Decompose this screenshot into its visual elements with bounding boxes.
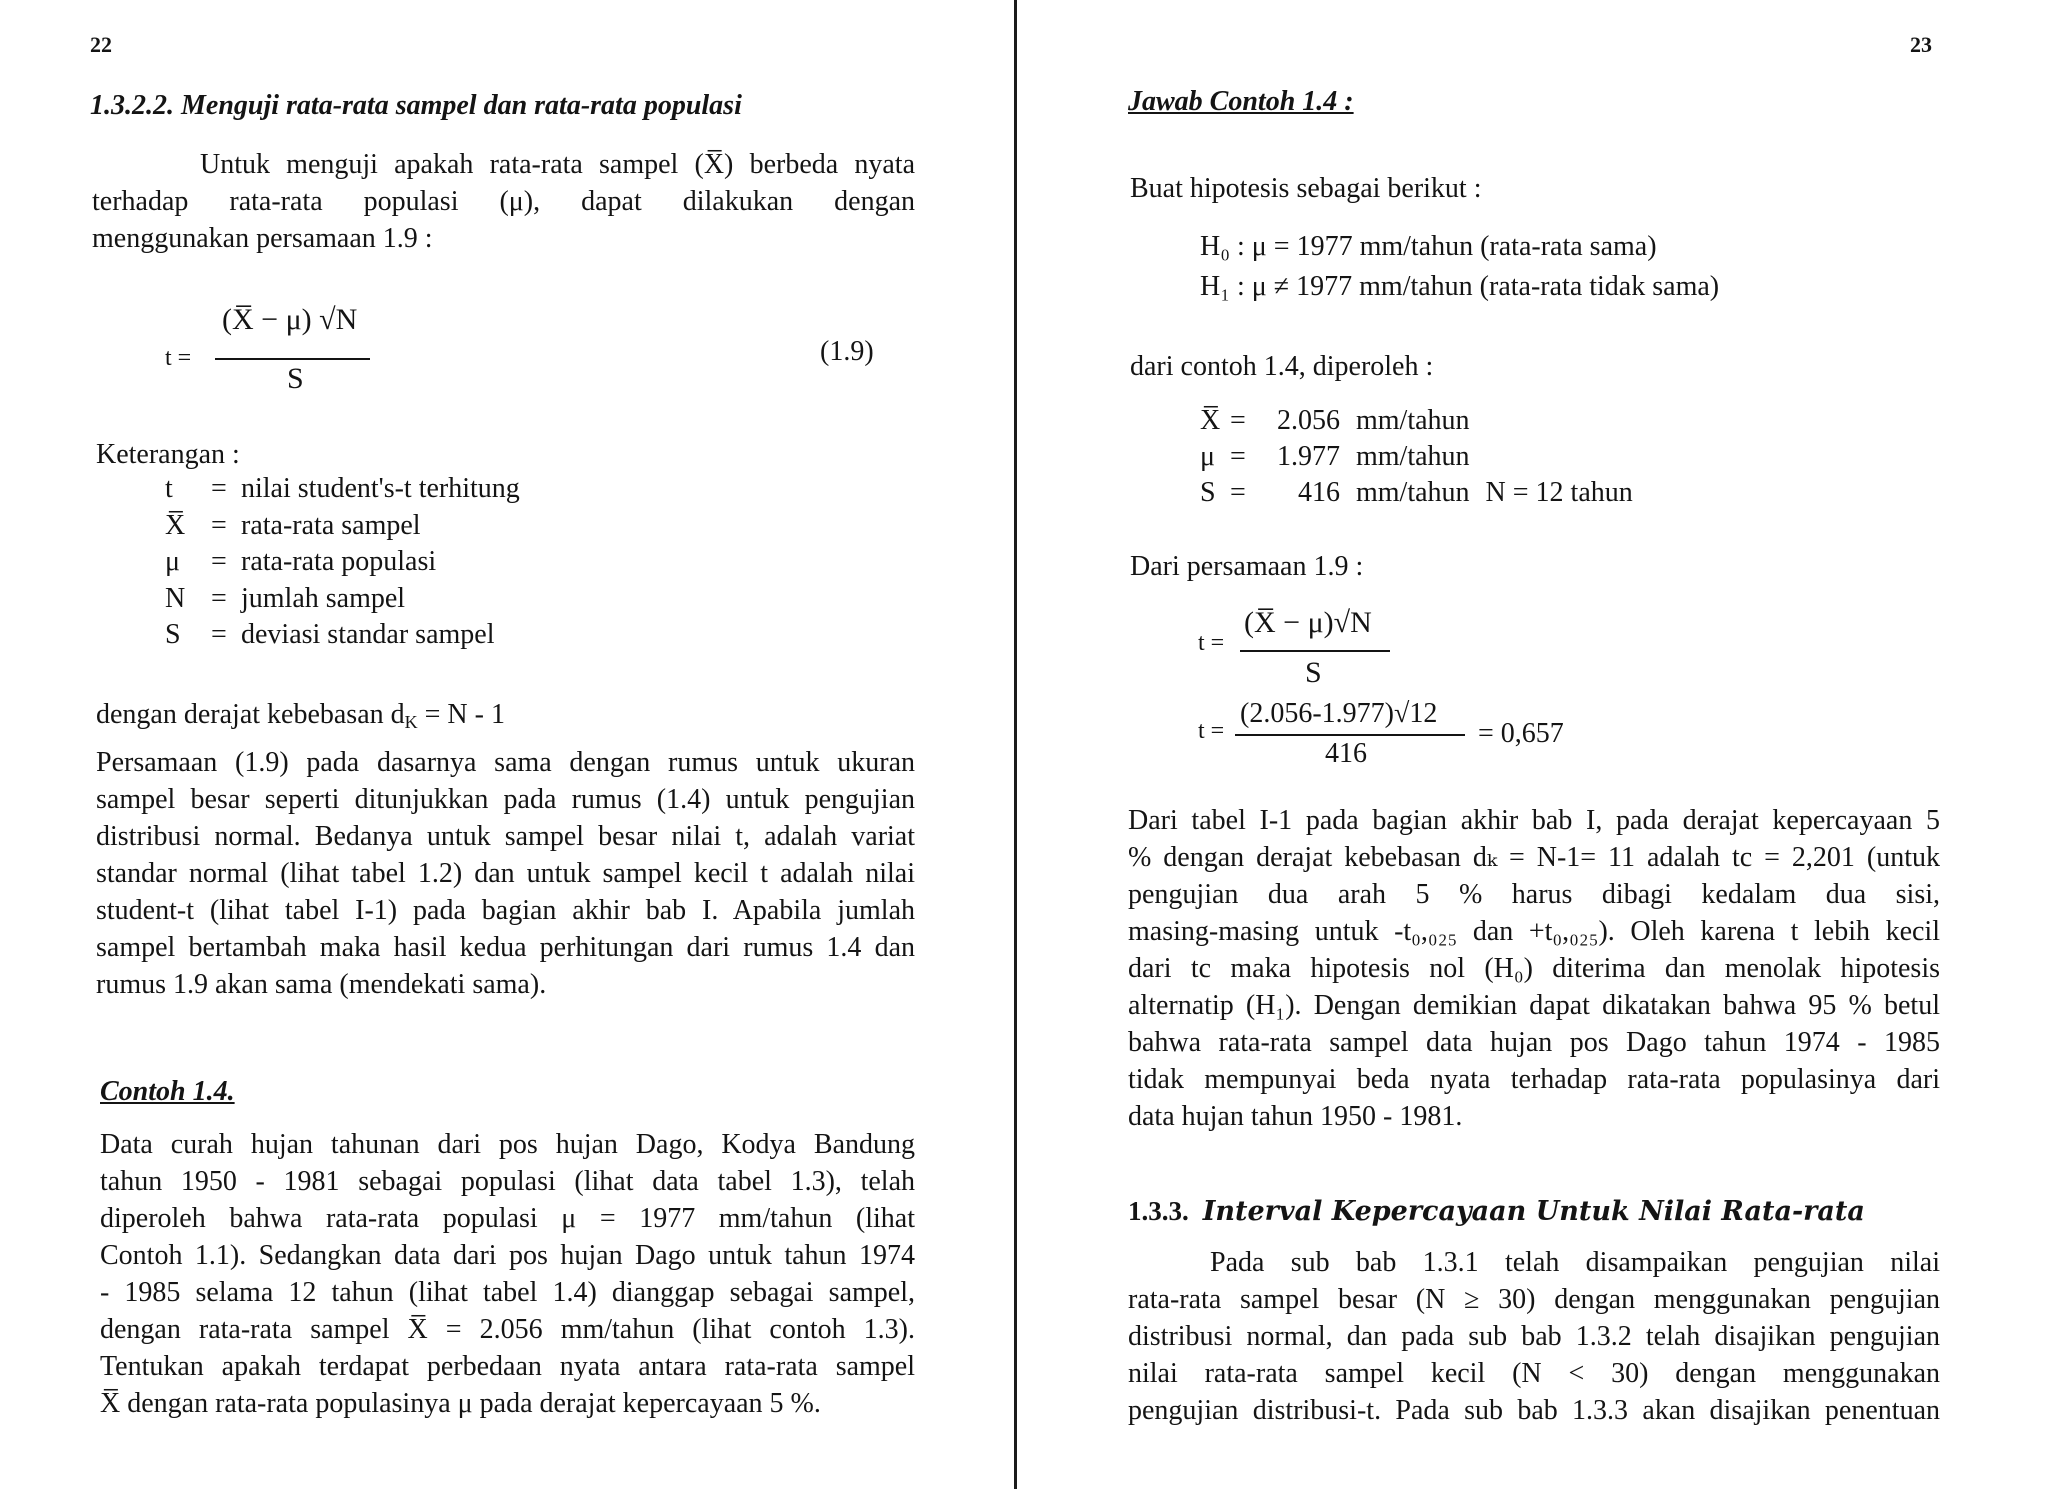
degrees-of-freedom: dengan derajat kebebasan $d_K = N - 1$ [96, 699, 505, 732]
legend-row: X̅ = rata-rata sampel [165, 510, 421, 541]
equation-number: (1.9) [820, 336, 874, 367]
page-number-right: 23 [1910, 32, 1932, 57]
contoh-heading: Contoh 1.4. [100, 1076, 235, 1107]
intro-line-1: Untuk menguji apakah rata-rata sampel (X̅) berbeda nyata [200, 149, 915, 180]
legend-row: t = nilai student's-t terhitung [165, 473, 520, 504]
obtained-line: dari contoh 1.4, diperoleh : [1130, 351, 1434, 382]
jawab-heading: Jawab Contoh 1.4 : [1128, 86, 1354, 117]
formula-denominator: S [287, 362, 304, 395]
hypothesis-h1: H₁ : μ ≠ 1977 mm/tahun (rata-rata tidak sama) [1200, 271, 1720, 302]
book-spread: 22 1.3.2.2. Menguji rata-rata sampel dan rata-rata populasi Untuk menguji apakah rata-rata sampel (X̅) berbeda nyata terhadap rata-rata populasi (μ), dapat dilakukan dengan menggunakan persamaan 1.9 : t = (X̅ − μ) √N S (1.9) Keterangan : t = nilai student's-t terhitung X̅ = rata-rata sampel μ = rata-rata populasi N = jumlah sampel S = deviasi standar sampel dengan derajat kebebasan $d_K = N - 1$ Persamaan (1.9) pada dasarnya sama dengan rumus untuk ukuran sampel besar seperti ditunjukkan pada rumus (1.4) untuk pengujian distribusi normal. Bedanya untuk sampel besar nilai t, adalah variat standar normal (lihat tabel 1.2) dan untuk sampel kecil t adalah nilai student-t (lihat tabel I-1) pada bagian akhir bab I. Apabila jumlah sampel bertambah maka hasil kedua perhitungan dari rumus 1.4 dan rumus 1.9 akan sama (mendekati sama). Contoh 1.4. Data curah hujan tahunan dari pos hujan Dago, Kodya Bandung tahun 1950 - 1981 sebagai populasi (lihat data tabel 1.3), telah diperoleh bahwa rata-rata populasi μ = 1977 mm/tahun (lihat Contoh 1.1). Sedangkan data dari pos hujan Dago untuk tahun 1974 - 1985 selama 12 tahun (lihat tabel 1.4) dianggap sebagai sampel, dengan rata-rata sampel X̅ = 2.056 mm/tahun (lihat contoh 1.3). Tentukan apakah terdapat perbedaan nyata antara rata-rata sampel X̅ dengan rata-rata populasinya μ pada derajat kepercayaan 5 %. 23 Jawab Contoh 1.4 : Buat hipotesis sebagai berikut : H₀ : μ = 1977 mm/tahun (rata-rata sama) H₁ : μ ≠ 1977 mm/tahun (rata-rata tidak sama) dari contoh 1.4, diperoleh : X̅ = 2.056 mm/tahun μ = 1.977 mm/tahun S = 416 mm/tahun N = 12 tahun Dari persamaan 1.9 : t = (X̅ − μ)√N S t = (2.056-1.977)√12 416 = 0,657 Dari tabel I-1 pada bagian akhir bab I, pada derajat kepercayaan 5 % dengan derajat kebebasan dₖ = N-1= 11 adalah tc = 2,201 (untuk pengujian dua arah 5 % harus dibagi kedalam dua sisi, masing-masing untuk -t₀,₀₂₅ dan +t₀,₀₂₅). Oleh karena t lebih kecil dari tc maka hipotesis nol (H₀) diterima dan menolak hipotesis alternatip (H₁). Dengan demikian dapat dikatakan bahwa 95 % betul bahwa rata-rata sampel data hujan pos Dago tahun 1974 - 1985 tidak mempunyai beda nyata terhadap rata-rata populasinya dari data hujan tahun 1950 - 1981. 1.3.3. Interval Kepercayaan Untuk Nilai Rata-rata Pada sub bab 1.3.1 telah disampaikan pengujian nilai rata-rata sampel besar (N ≥ 30) dengan menggunakan pengujian distribusi normal, dan pada sub bab 1.3.2 telah disajikan pengujian nilai rata-rata sampel kecil (N < 30) dengan menggunakan pengujian distribusi-t. Pada sub bab 1.3.3 akan disajikan penentuan [0, 0, 2048, 1489]
section-1-3-3-paragraph: rata-rata sampel besar (N ≥ 30) dengan menggunakan pengujian distribusi normal, dan pada sub bab 1.3.2 telah disajikan pengujian nilai rata-rata sampel kecil (N < 30) dengan menggunakan pengujian distribusi-t. Pada sub bab 1.3.3 akan disajikan penentuan [1128, 1284, 1940, 1426]
section-heading-1-3-2-2: 1.3.2.2. Menguji rata-rata sampel dan rata-rata populasi [90, 90, 742, 121]
contoh-paragraph: Data curah hujan tahunan dari pos hujan Dago, Kodya Bandung tahun 1950 - 1981 sebagai populasi (lihat data tabel 1.3), telah diperoleh bahwa rata-rata populasi μ = 1977 mm/tahun (lihat Contoh 1.1). Sedangkan data dari pos hujan Dago untuk tahun 1974 - 1985 selama 12 tahun (lihat tabel 1.4) dianggap sebagai sampel, dengan rata-rata sampel X̅ = 2.056 mm/tahun (lihat contoh 1.3). Tentukan apakah terdapat perbedaan nyata antara rata-rata sampel X̅ dengan rata-rata populasinya μ pada derajat kepercayaan 5 %. [100, 1129, 915, 1419]
result-value: = 0,657 [1478, 718, 1564, 749]
value-row: μ = 1.977 mm/tahun [1200, 441, 1470, 472]
intro-lines-rest [92, 183, 915, 257]
fraction-line [215, 358, 370, 360]
page-number-left: 22 [90, 32, 112, 57]
formula-numerator: (X̅ − μ) √N [222, 303, 358, 336]
value-row: S = 416 mm/tahun N = 12 tahun [1200, 477, 1633, 508]
keterangan-label: Keterangan : [96, 439, 240, 470]
intro-line-3: menggunakan persamaan 1.9 : [92, 223, 433, 254]
value-row: X̅ = 2.056 mm/tahun [1200, 405, 1470, 436]
conclusion-paragraph: Dari tabel I-1 pada bagian akhir bab I, pada derajat kepercayaan 5 % dengan derajat kebebasan dₖ = N-1= 11 adalah tc = 2,201 (untuk pengujian dua arah 5 % harus dibagi kedalam dua sisi, masing-masing untuk -t₀,₀₂₅ dan +t₀,₀₂₅). Oleh karena t lebih kecil dari tc maka hipotesis nol (H₀) diterima dan menolak hipotesis alternatip (H₁). Dengan demikian dapat dikatakan bahwa 95 % betul bahwa rata-rata sampel data hujan pos Dago tahun 1974 - 1985 tidak mempunyai beda nyata terhadap rata-rata populasinya dari data hujan tahun 1950 - 1981. [1128, 805, 1940, 1132]
from-equation-line: Dari persamaan 1.9 : [1130, 551, 1364, 582]
legend-row: S = deviasi standar sampel [165, 619, 495, 650]
intro-line-2: terhadap rata-rata populasi (μ), dapat dilakukan dengan [92, 186, 915, 217]
hypothesis-intro: Buat hipotesis sebagai berikut : [1130, 173, 1482, 204]
hypothesis-h0: H₀ : μ = 1977 mm/tahun (rata-rata sama) [1200, 231, 1657, 262]
legend-row: N = jumlah sampel [165, 583, 406, 614]
section-heading-1-3-3: 1.3.3. Interval Kepercayaan Untuk Nilai Rata-rata [1128, 1196, 1865, 1227]
legend-row: μ = rata-rata populasi [165, 546, 437, 577]
book-spine [1014, 0, 1017, 1489]
paragraph-persamaan: Persamaan (1.9) pada dasarnya sama dengan rumus untuk ukuran sampel besar seperti ditunjukkan pada rumus (1.4) untuk pengujian distribusi normal. Bedanya untuk sampel besar nilai t, adalah variat standar normal (lihat tabel 1.2) dan untuk sampel kecil t adalah nilai student-t (lihat tabel I-1) pada bagian akhir bab I. Apabila jumlah sampel bertambah maka hasil kedua perhitungan dari rumus 1.4 dan rumus 1.9 akan sama (mendekati sama). [96, 747, 915, 1000]
section-1-3-3-first-line: Pada sub bab 1.3.1 telah disampaikan pengujian nilai [1210, 1247, 1940, 1278]
